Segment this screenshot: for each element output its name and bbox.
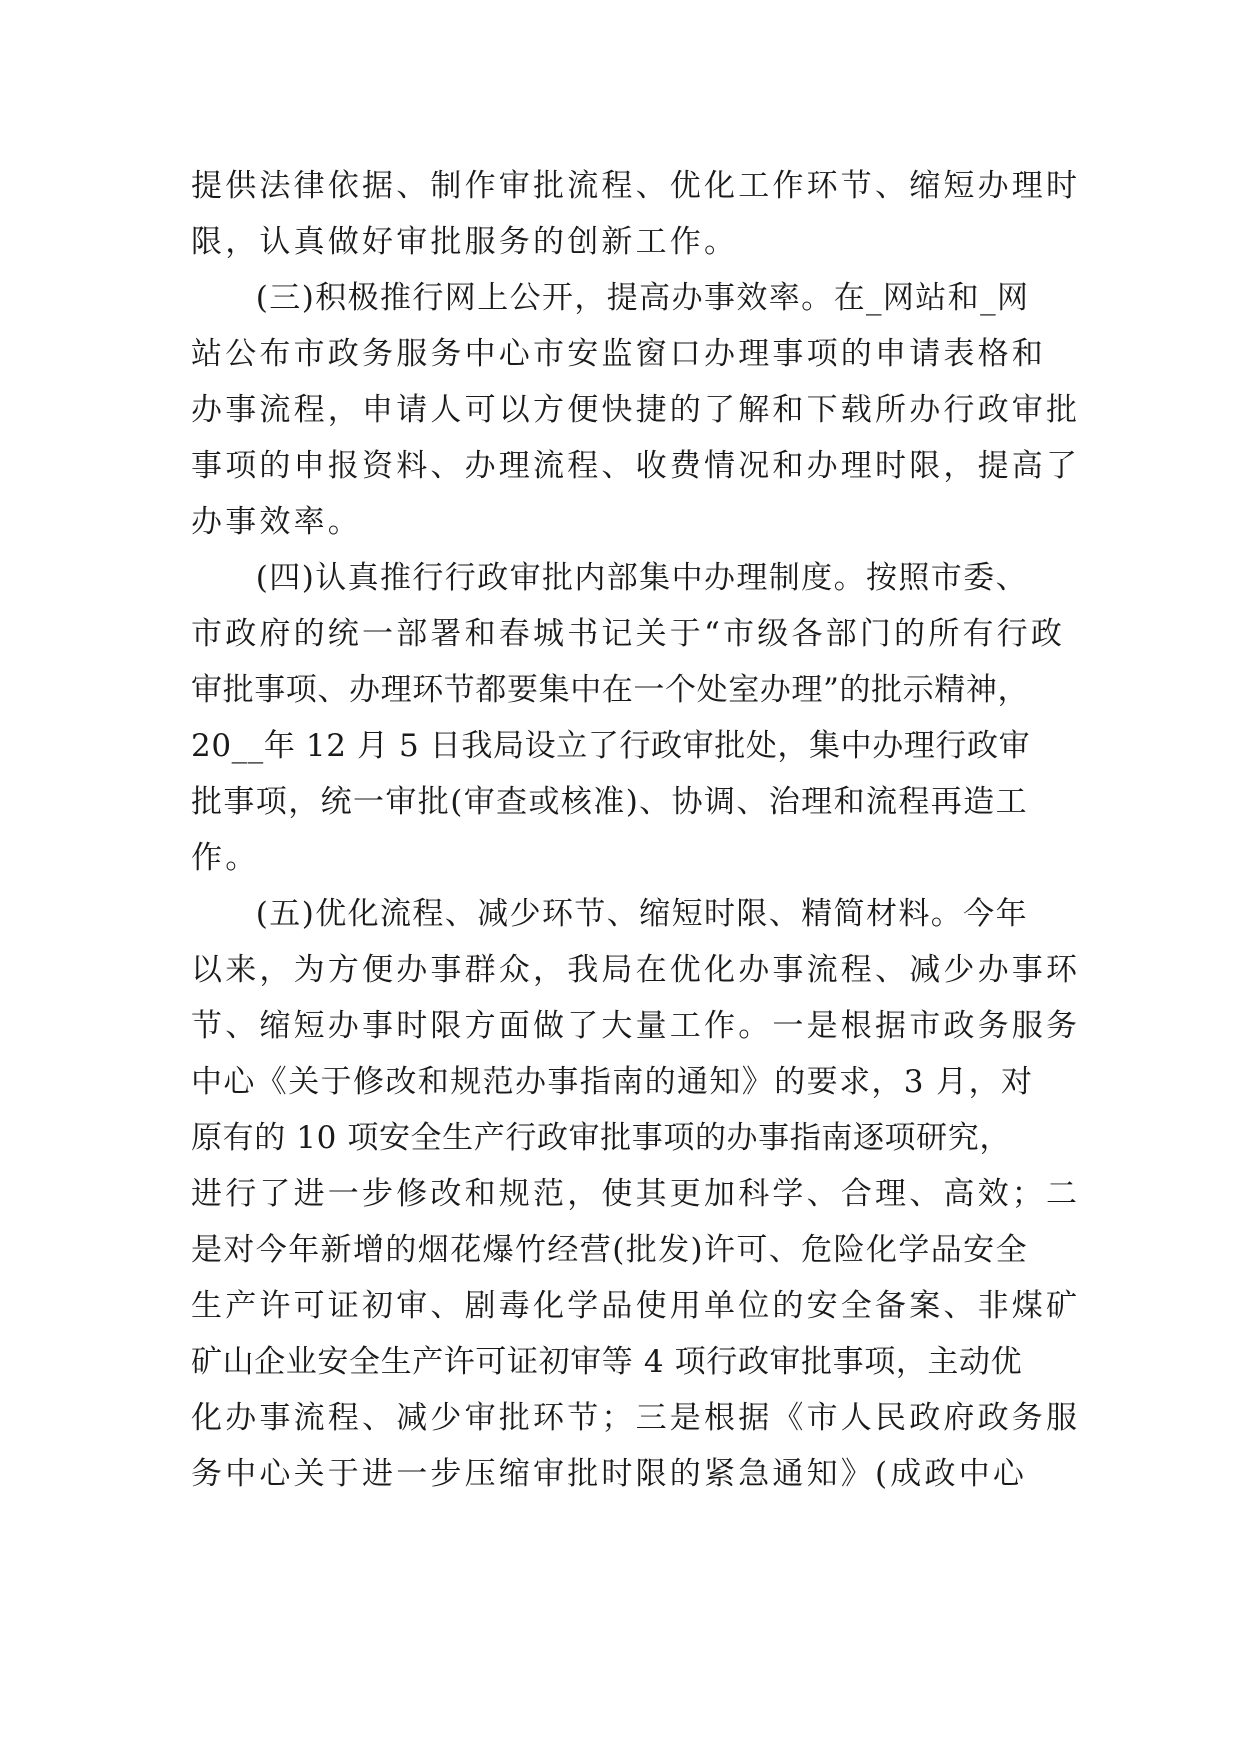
text-line-14: (五)优化流程、减少环节、缩短时限、精简材料。今年: [191, 896, 1028, 932]
text-line-11: 20__年 12 月 5 日我局设立了行政审批处，集中办理行政审: [191, 728, 1031, 764]
text-line-17: 中心《关于修改和规范办事指南的通知》的要求，3 月，对: [191, 1064, 1034, 1100]
text-line-6: 事项的申报资料、办理流程、收费情况和办理时限，提高了: [191, 448, 1081, 484]
text-line-20: 是对今年新增的烟花爆竹经营(批发)许可、危险化学品安全: [191, 1232, 1028, 1268]
text-line-2: 限，认真做好审批服务的创新工作。: [191, 224, 739, 260]
text-line-3: (三)积极推行网上公开，提高办事效率。在_网站和_网: [191, 280, 1030, 316]
text-line-10: 审批事项、办理环节都要集中在一个处室办理”的批示精神，: [191, 672, 1030, 708]
text-line-8: (四)认真推行行政审批内部集中办理制度。按照市委、: [191, 560, 1028, 596]
text-line-16: 节、缩短办事时限方面做了大量工作。一是根据市政务服务: [191, 1008, 1081, 1044]
text-line-18: 原有的 10 项安全生产行政审批事项的办事指南逐项研究，: [191, 1120, 1011, 1156]
text-line-19: 进行了进一步修改和规范，使其更加科学、合理、高效；二: [191, 1176, 1081, 1212]
text-line-13: 作。: [191, 840, 260, 876]
text-line-1: 提供法律依据、制作审批流程、优化工作环节、缩短办理时: [191, 168, 1081, 204]
text-line-7: 办事效率。: [191, 504, 362, 540]
text-line-22: 矿山企业安全生产许可证初审等 4 项行政审批事项，主动优: [191, 1344, 1023, 1380]
text-line-9: 市政府的统一部署和春城书记关于“市级各部门的所有行政: [191, 616, 1066, 652]
text-line-4: 站公布市政务服务中心市安监窗口办理事项的申请表格和: [191, 336, 1046, 372]
text-line-12: 批事项，统一审批(审查或核准)、协调、治理和流程再造工: [191, 784, 1028, 820]
text-line-15: 以来，为方便办事群众，我局在优化办事流程、减少办事环: [191, 952, 1081, 988]
text-line-23: 化办事流程、减少审批环节；三是根据《市人民政府政务服: [191, 1400, 1081, 1436]
text-line-24: 务中心关于进一步压缩审批时限的紧急通知》(成政中心: [191, 1456, 1028, 1492]
text-line-21: 生产许可证初审、剧毒化学品使用单位的安全备案、非煤矿: [191, 1288, 1081, 1324]
text-line-5: 办事流程，申请人可以方便快捷的了解和下载所办行政审批: [191, 392, 1081, 428]
